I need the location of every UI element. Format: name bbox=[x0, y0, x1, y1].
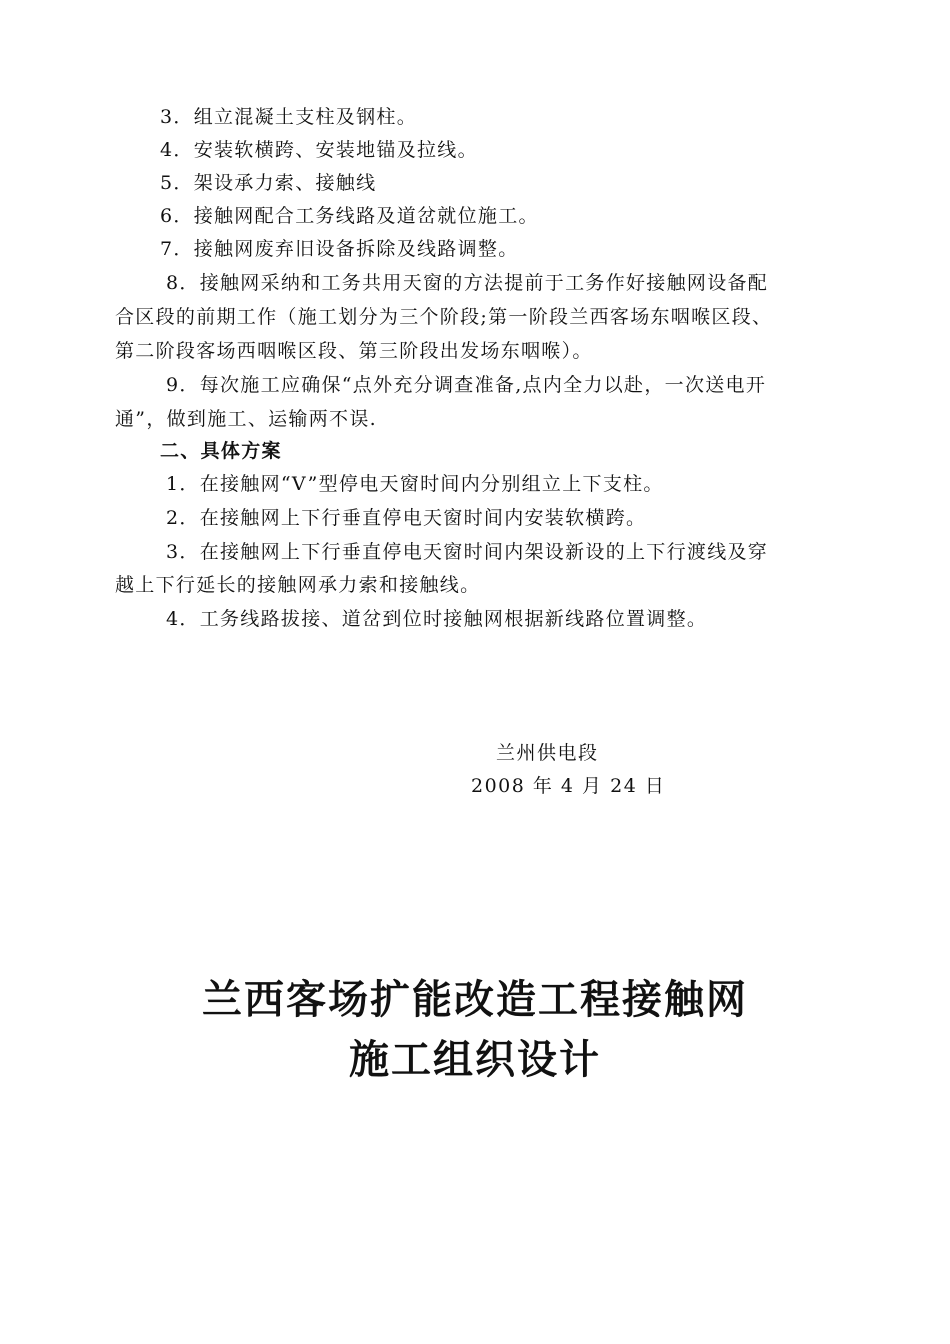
paragraph-line: 3．在接触网上下行垂直停电天窗时间内架设新设的上下行渡线及穿 bbox=[166, 541, 769, 563]
paragraph-line: 8．接触网采纳和工务共用天窗的方法提前于工务作好接触网设备配 bbox=[166, 272, 769, 294]
paragraph-line: 9．每次施工应确保“点外充分调查准备,点内全力以赴，一次送电开 bbox=[166, 374, 767, 396]
list-item: 5．架设承力索、接触线 bbox=[160, 172, 377, 194]
cover-title-line1: 兰西客场扩能改造工程接触网 bbox=[202, 976, 748, 1023]
paragraph-line: 通”，做到施工、运输两不误. bbox=[115, 408, 377, 430]
paragraph-line: 第二阶段客场西咽喉区段、第三阶段出发场东咽喉）。 bbox=[115, 340, 593, 362]
paragraph-line: 越上下行延长的接触网承力索和接触线。 bbox=[115, 574, 481, 596]
paragraph-line: 合区段的前期工作（施工划分为三个阶段;第一阶段兰西客场东咽喉区段、 bbox=[115, 306, 773, 328]
list-item: 1．在接触网“V”型停电天窗时间内分别组立上下支柱。 bbox=[166, 473, 664, 495]
section-heading: 二、具体方案 bbox=[160, 440, 282, 462]
list-item: 6．接触网配合工务线路及道岔就位施工。 bbox=[160, 205, 539, 227]
list-item: 3．组立混凝土支柱及钢柱。 bbox=[160, 106, 417, 128]
signature-organization: 兰州供电段 bbox=[496, 742, 599, 764]
list-item: 2．在接触网上下行垂直停电天窗时间内安装软横跨。 bbox=[166, 507, 647, 529]
list-item: 4．安装软横跨、安装地锚及拉线。 bbox=[160, 139, 478, 161]
list-item: 7．接触网废弃旧设备拆除及线路调整。 bbox=[160, 238, 519, 260]
signature-date: 2008 年 4 月 24 日 bbox=[471, 775, 666, 797]
list-item: 4．工务线路拔接、道岔到位时接触网根据新线路位置调整。 bbox=[166, 608, 708, 630]
cover-title-line2: 施工组织设计 bbox=[349, 1036, 601, 1083]
